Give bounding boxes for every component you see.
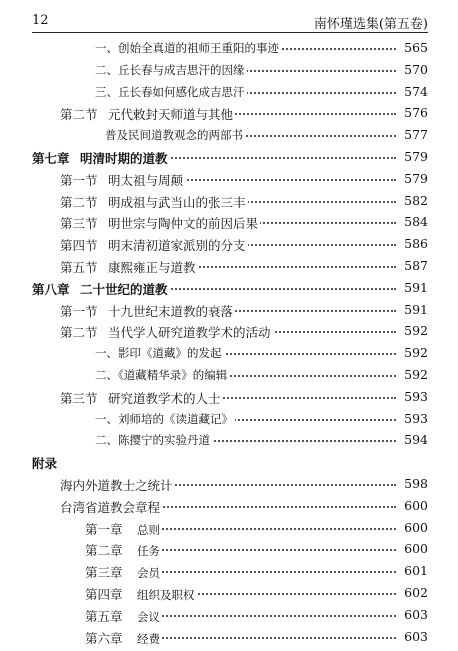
toc-entry: [0, 367, 458, 389]
toc-entry-label: [105, 127, 245, 143]
toc-entry: [0, 563, 458, 585]
toc-entry-title: 二、陈撄宁的实验丹道: [95, 433, 210, 448]
toc-entry-page: 586: [404, 236, 428, 252]
toc-entry-page: 600: [404, 519, 428, 535]
toc-entry-number: 第二节: [60, 107, 98, 123]
toc-entry: [0, 389, 458, 411]
toc-entry-page: 592: [404, 323, 428, 339]
toc-entry: [0, 476, 458, 498]
toc-entry-number: 第八章: [32, 281, 70, 297]
toc-entry: [0, 520, 458, 542]
toc-entry-title: 十九世纪末道教的衰落: [108, 303, 234, 319]
toc-entry-label: [85, 563, 162, 581]
toc-entry: [0, 236, 458, 258]
toc-entry: [0, 149, 458, 171]
toc-entry: [0, 629, 458, 651]
toc-entry: [0, 193, 458, 215]
toc-entry-title: 当代学人研究道教学术的活动: [108, 325, 271, 341]
toc-entry-label: [95, 367, 229, 383]
toc-entry-title: 任务: [137, 544, 160, 559]
toc-entry: [0, 432, 458, 454]
toc-entry-title: 经费: [137, 631, 160, 646]
toc-entry-page: 577: [404, 127, 428, 143]
toc-entry-title: 附录: [32, 456, 58, 472]
toc-entry-label: [32, 454, 59, 472]
toc-entry-page: 593: [404, 388, 428, 404]
toc-entry-page: 592: [404, 367, 428, 382]
toc-entry-number: 第五节: [60, 260, 98, 275]
toc-entry-title: 明清时期的道教: [80, 151, 168, 166]
toc-entry-label: [60, 476, 175, 494]
toc-entry-title: 明末清初道家派别的分支: [108, 238, 246, 254]
toc-entry-label: [60, 105, 235, 123]
toc-entry-page: 603: [404, 628, 428, 644]
toc-entry-title: 元代敕封天师道与其他: [108, 107, 234, 123]
toc-entry-page: 584: [404, 214, 428, 230]
toc-entry: [0, 323, 458, 345]
toc-entry-page: 579: [404, 149, 428, 164]
toc-entry-label: [60, 302, 235, 320]
toc-entry-title: 海内外道教士之统计: [60, 478, 173, 493]
toc-entry-page: 600: [404, 541, 428, 557]
toc-entry-title: 一、创始全真道的祖师王重阳的事迹: [95, 41, 279, 55]
table-of-contents: [0, 40, 458, 646]
toc-entry-number: 第五章: [85, 608, 123, 624]
toc-entry-title: 会议: [137, 609, 160, 624]
toc-entry-page: 576: [404, 105, 428, 121]
toc-entry-page: 594: [404, 432, 428, 448]
toc-entry-title: 一、刘师培的《读道藏记》: [95, 411, 233, 426]
toc-entry-label: [85, 607, 162, 625]
toc-entry-title: 普及民间道教观念的两部书: [105, 128, 243, 143]
toc-entry-label: [60, 214, 260, 232]
toc-entry-label: [60, 236, 248, 254]
toc-entry-title: 明世宗与陶仲文的前因后果: [108, 216, 259, 232]
toc-entry-label: [95, 345, 224, 361]
book-title: 南怀瑾选集(第五卷): [313, 17, 428, 32]
toc-entry-label: [95, 432, 212, 448]
toc-entry-title: 二、丘长春与成吉思汗的因缘: [95, 62, 245, 77]
toc-entry: [0, 585, 458, 607]
toc-entry-label: [95, 40, 281, 56]
toc-entry-number: 第四节: [60, 238, 98, 254]
toc-entry-number: 第二节: [60, 194, 98, 210]
toc-entry-label: [85, 629, 162, 647]
toc-entry-number: 第三章: [85, 565, 123, 581]
toc-entry: [0, 127, 458, 149]
toc-entry: [0, 541, 458, 563]
toc-entry-page: 591: [404, 279, 428, 295]
toc-entry-label: [60, 498, 162, 516]
toc-entry-title: 二、《道藏精华录》的编辑: [95, 368, 228, 382]
toc-entry: [0, 84, 458, 106]
toc-entry-page: 602: [404, 585, 428, 600]
toc-entry-page: 570: [404, 61, 428, 77]
toc-entry-label: [32, 149, 170, 167]
toc-entry-number: 第二章: [85, 543, 123, 559]
toc-entry-number: 第二节: [60, 325, 98, 341]
toc-entry-label: [60, 323, 273, 341]
toc-entry-number: 第一章: [85, 521, 123, 537]
toc-entry: [0, 345, 458, 367]
toc-entry-page: 565: [404, 40, 428, 55]
toc-entry-label: [95, 84, 247, 100]
toc-entry-label: [60, 171, 185, 189]
toc-entry-number: 第四章: [85, 587, 123, 602]
toc-entry-label: [60, 193, 248, 211]
toc-entry-number: 第七章: [32, 151, 70, 166]
toc-entry-title: 三、丘长春如何感化成吉思汗: [95, 84, 245, 99]
toc-entry-title: 总则: [137, 522, 160, 537]
toc-entry: [0, 302, 458, 324]
toc-entry-title: 明太祖与周颠: [108, 172, 184, 188]
toc-entry-page: 574: [404, 83, 428, 99]
toc-entry: [0, 40, 458, 62]
toc-entry-title: 二十世纪的道教: [80, 281, 168, 297]
toc-entry-page: 592: [404, 345, 428, 361]
toc-entry-label: [85, 520, 162, 538]
toc-entry-page: 591: [404, 301, 428, 317]
toc-entry-page: 579: [404, 170, 428, 186]
toc-entry-label: [60, 389, 223, 407]
toc-entry-title: 一、影印《道藏》的发起: [95, 346, 222, 361]
toc-entry-page: 601: [404, 563, 428, 579]
toc-entry: [0, 214, 458, 236]
toc-entry-label: [95, 411, 235, 427]
toc-entry-page: 587: [404, 258, 428, 273]
toc-entry-title: 台湾省道教会章程: [60, 499, 161, 515]
toc-entry-number: 第一节: [60, 172, 98, 188]
toc-entry: [0, 498, 458, 520]
page-header: [32, 10, 428, 33]
toc-entry-title: 研究道教学术的人士: [108, 390, 221, 406]
toc-entry-page: 598: [404, 476, 428, 491]
toc-entry: [0, 105, 458, 127]
toc-entry-title: 明成祖与武当山的张三丰: [108, 194, 246, 210]
toc-entry-number: 第三节: [60, 216, 98, 232]
toc-entry-number: 第一节: [60, 303, 98, 319]
toc-entry-page: 600: [404, 497, 428, 513]
toc-entry-title: 康熙雍正与道教: [108, 260, 196, 275]
toc-entry-page: 603: [404, 606, 428, 622]
toc-entry-label: [32, 280, 170, 298]
page-number: 12: [32, 13, 49, 28]
toc-entry: [0, 411, 458, 433]
toc-entry: [0, 454, 458, 476]
toc-entry-number: 第三节: [60, 390, 98, 406]
toc-entry: [0, 607, 458, 629]
toc-entry-label: [85, 585, 197, 603]
toc-entry-label: [85, 541, 162, 559]
toc-entry-title: 会员: [137, 566, 160, 581]
toc-entry: [0, 171, 458, 193]
toc-entry-label: [60, 258, 198, 276]
toc-entry: [0, 62, 458, 84]
toc-entry: [0, 258, 458, 280]
toc-entry-page: 582: [404, 192, 428, 208]
toc-entry-number: 第六章: [85, 630, 123, 646]
toc-entry-label: [95, 62, 247, 78]
toc-entry: [0, 280, 458, 302]
toc-entry-title: 组织及职权: [137, 588, 195, 602]
toc-entry-page: 593: [404, 410, 428, 426]
